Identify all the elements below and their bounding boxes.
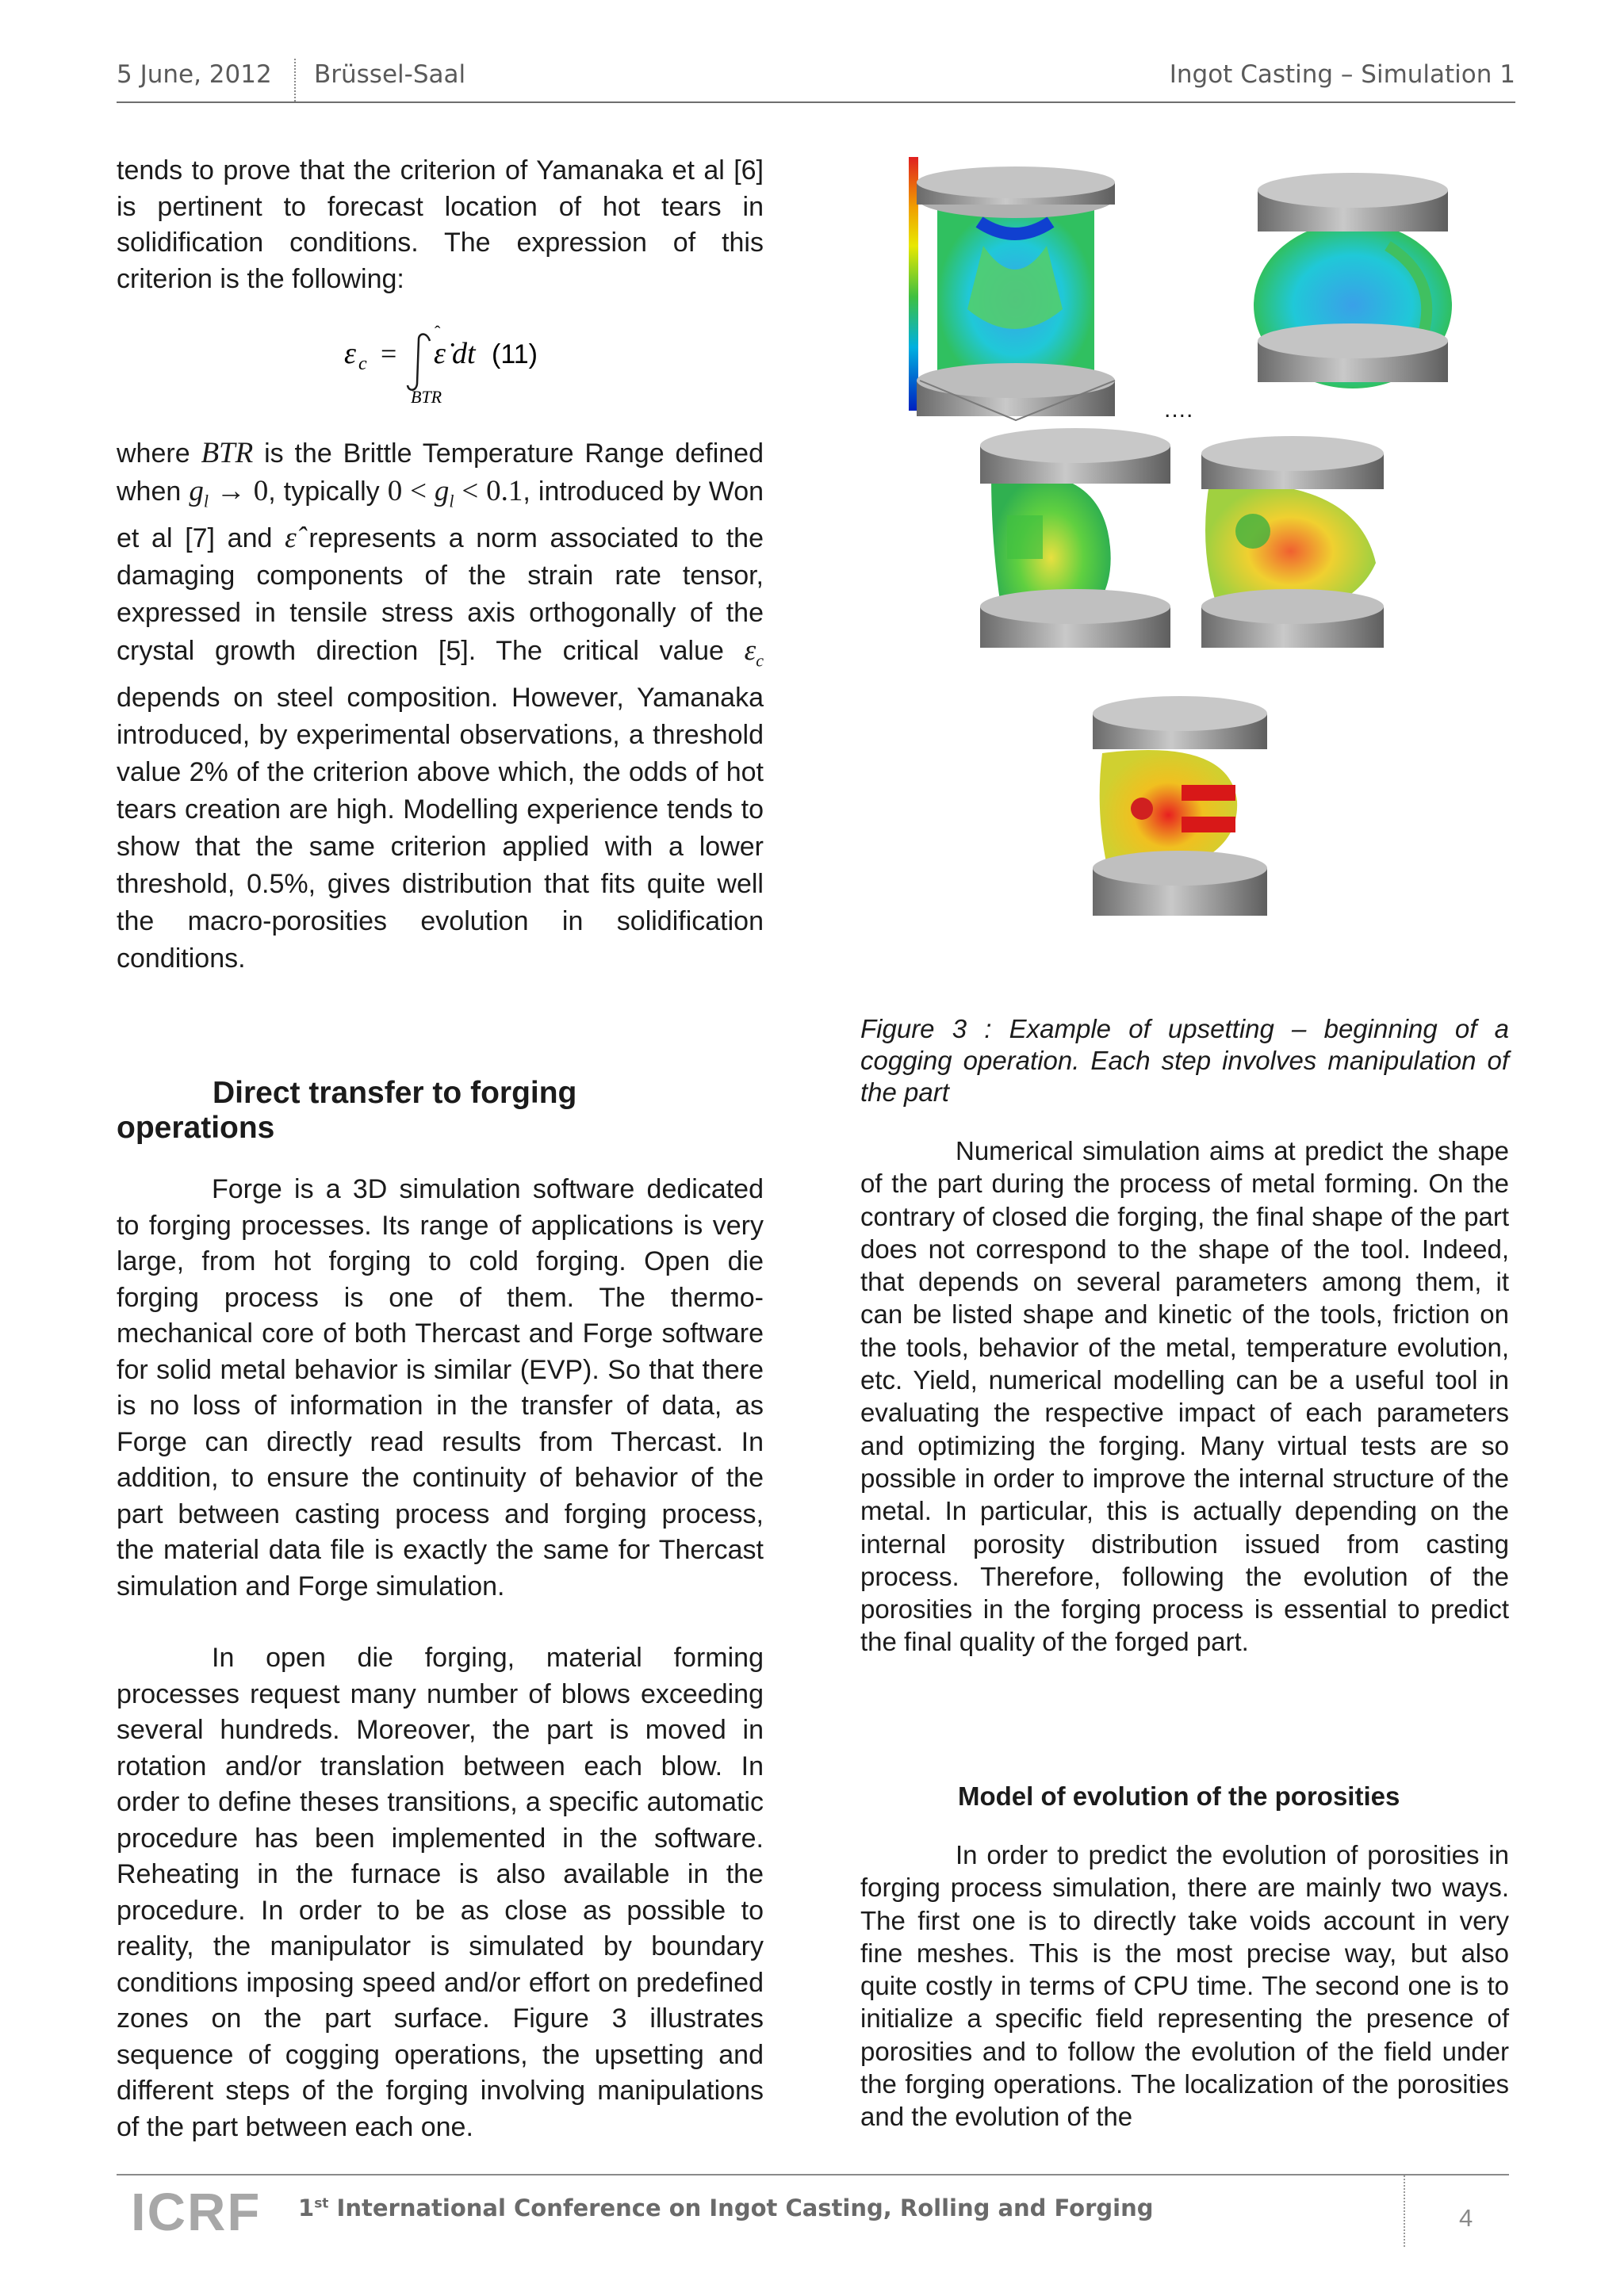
figure-ellipsis: ....	[1164, 396, 1194, 423]
math-epsilon-c: $\varepsilon_c$	[744, 634, 764, 671]
math-g-l: $g_l \to 0$	[189, 475, 269, 511]
text-introduced: , introduced by Won et al [7] and	[117, 476, 764, 554]
text-btr-defined: is the Brittle Temperature Range defined when	[117, 438, 764, 507]
section-title	[117, 1076, 767, 1146]
footer-conf-sup: st	[314, 2195, 329, 2212]
eq-sub-c: c	[358, 354, 367, 374]
section-title-line-1: Direct transfer to forging	[213, 1076, 577, 1110]
math-epsilon-hat: ε̂	[285, 522, 297, 555]
figure-3	[904, 151, 1522, 975]
simulation-step-2	[1254, 173, 1452, 388]
text-norm: represents a norm associated to the damaging components of the strain rate tensor, expressed in tensile stress axis orthogonally of the crystal growth direction [5]. The critical value	[117, 523, 764, 667]
section-title-line-2: operations	[117, 1111, 275, 1145]
eq-dt: dt	[452, 337, 476, 370]
header-date: 5 June, 2012	[117, 60, 272, 89]
left-column-top	[117, 153, 764, 297]
math-range: $0 < g_l < 0.1$	[387, 475, 523, 511]
eq-hat: ˆ	[435, 323, 441, 342]
eq-equals: =	[381, 338, 397, 369]
paragraph-criterion-intro: tends to prove that the criterion of Yamanaka et al [6] is pertinent to forecast location of hot tears in solidification conditions. The expression of this criterion is the following:	[117, 155, 764, 294]
simulation-step-4	[1201, 436, 1384, 648]
math-btr: BTR	[201, 437, 254, 469]
paragraph-btr	[117, 434, 764, 978]
simulation-step-3	[980, 428, 1170, 648]
footer-rule	[117, 2174, 1509, 2175]
footer-logo: ICRF	[131, 2183, 262, 2242]
left-column-lower	[117, 1172, 764, 2145]
eq-lower-limit: BTR	[411, 387, 442, 407]
footer-separator	[1404, 2175, 1405, 2247]
header-section: Ingot Casting – Simulation 1	[1169, 60, 1515, 89]
equation-11	[341, 323, 595, 411]
left-column-where	[117, 434, 764, 978]
simulation-step-1	[917, 166, 1115, 420]
simulation-step-5	[1093, 696, 1267, 916]
paragraph-porosities: In order to predict the evolution of porosities in forging process simulation, there are mainly two ways. The first one is to directly take voids account in very fine meshes. This is the most precise way, but also quite costly in terms of CPU time. The second one is to initialize a specific field representing the presence of porosities and to follow the evolution of the field under the forging operations. The localization of the porosities and the evolution of the	[860, 1840, 1509, 2132]
paragraph-numerical-simulation: Numerical simulation aims at predict the shape of the part during the process of metal forming. On the contrary of closed die forging, the final shape of the part does not correspond to the shape of the tool. Indeed, that depends on several parameters among them, it can be listed shape and kinetic of the tools, friction on the tools, behavior of the metal, temperature evolution, etc. Yield, numerical modelling can be a useful tool in evaluating the respective impact of each parameters and optimizing the forging. Many virtual tests are so possible in order to improve the internal structure of the metal. In particular, this is actually depending on the internal porosity distribution issued from casting process. Therefore, following the evolution of the porosities in the forging process is essential to predict the final quality of the forged part.	[860, 1136, 1509, 1657]
figure-caption: Figure 3 : Example of upsetting – beginning of a cogging operation. Each step involves manipulation of the part	[860, 1014, 1509, 1107]
subsection-title: Model of evolution of the porosities	[958, 1781, 1400, 1811]
math-range-hi: < 0.1	[462, 475, 523, 507]
header-venue: Brüssel-Saal	[314, 60, 466, 89]
header-separator	[294, 59, 296, 101]
paragraph-open-die: In open die forging, material forming processes request many number of blows exceeding several hundreds. Moreover, the part is moved in rotation and/or translation between each blow. In order to define theses transitions, a specific automatic procedure has been implemented in the software. Reheating in the furnace is also available in the procedure. In order to be as close as possible to reality, the manipulator is simulated by boundary conditions imposing speed and/or effort on predefined zones on the part surface. Figure 3 illustrates sequence of cogging operations, the upsetting and different steps of the forging involving manipulations of the part between each one.	[117, 1643, 764, 2142]
math-arrow-zero: → 0	[216, 475, 269, 507]
text-composition: depends on steel composition. However, Yamanaka introduced, by experimental observations, a threshold value 2% of the criterion above which, the odds of hot tears creation are high. Modelling experience tends to show that the same criterion applied with a lower threshold, 0.5%, gives distribution that fits quite well the macro-porosities evolution in solidification conditions.	[117, 682, 764, 974]
eq-epsilon: ε	[344, 337, 356, 370]
paragraph-forge: Forge is a 3D simulation software dedicated to forging processes. Its range of applications is very large, from hot forging to cold forging. Open die forging process is one of them. The thermo-mechanical core of both Thercast and Forge software for solid metal behavior is similar (EVP). So that there is no loss of information in the transfer of data, as Forge can directly read results from Thercast. In addition, to ensure the continuity of behavior of the part between casting process and forging process, the material data file is exactly the same for Thercast simulation and Forge simulation.	[117, 1174, 764, 1601]
text-typically: , typically	[268, 476, 380, 507]
eq-number: (11)	[492, 339, 538, 369]
right-column	[860, 1135, 1509, 1659]
footer-conf-num: 1	[298, 2195, 315, 2221]
math-range-lo: 0 <	[387, 475, 427, 507]
eq-integral-sign	[408, 335, 430, 390]
math-g: g	[189, 475, 204, 507]
footer-conf-name: International Conference on Ingot Casting, Rolling and Forging	[336, 2195, 1154, 2221]
eq-epsilon-hat: ε̇	[434, 337, 446, 370]
footer-conference	[298, 2195, 1154, 2221]
word-where: where	[117, 438, 190, 469]
right-column-lower	[860, 1839, 1509, 2133]
page-number: 4	[1459, 2204, 1473, 2232]
header-rule	[117, 101, 1515, 103]
